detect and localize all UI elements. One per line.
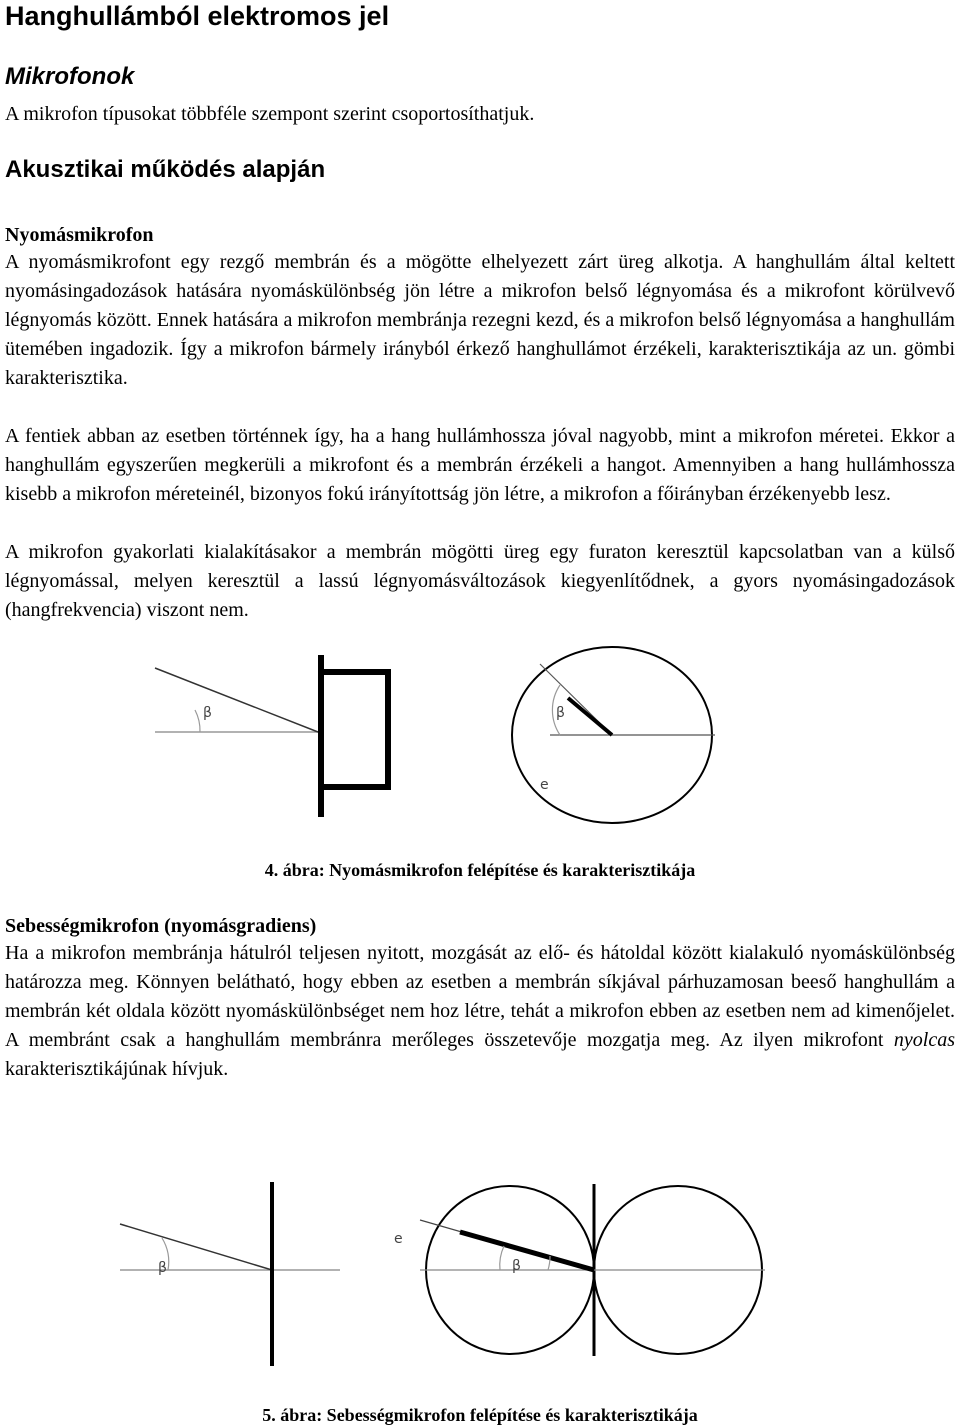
subsection-heading: Akusztikai működés alapján — [5, 156, 326, 183]
figure-5-beta-right: β — [512, 1258, 521, 1274]
figure-5-e-label: e — [394, 1231, 403, 1247]
pressure-capsule-drawing — [155, 655, 388, 817]
velocity-mic-italic-term: nyolcas — [893, 1029, 955, 1051]
section-heading: Mikrofonok — [5, 63, 135, 90]
velocity-mic-text-1: Ha a mikrofon membránja hátulról teljesen nyitott, mozgását az elő- és hátoldal között kialakuló nyomáskülönbség határozza meg. Könnyen belátható, hogy ebben az esetben a membrán síkjával párhuzamosan beeső hanghullám a membrán két oldala között nyomáskülönbséget nem hoz létre, tehát a mikrofon ebben az esetben nem ad kimenőjelet. A membránt csak a hanghullám membránra merőleges összetevője mozgatja meg. Az ilyen mikrofont — [5, 942, 955, 1051]
pressure-mic-heading: Nyomásmikrofon — [5, 224, 154, 246]
omni-polar-drawing — [512, 647, 715, 823]
figure-eight-polar-drawing — [420, 1184, 765, 1356]
figure-5-caption: 5. ábra: Sebességmikrofon felépítése és karakterisztikája — [262, 1405, 698, 1425]
figure-4-beta-left: β — [203, 705, 212, 721]
figure-4-beta-right: β — [556, 705, 565, 721]
page-title: Hanghullámból elektromos jel — [5, 1, 390, 31]
figure-4-diagram — [0, 640, 960, 850]
velocity-mic-text-2: karakterisztikájúnak hívjuk. — [5, 1058, 229, 1080]
figure-4-e-label: e — [540, 777, 549, 793]
pressure-mic-paragraph-3: A mikrofon gyakorlati kialakításakor a membrán mögötti üreg egy furaton keresztül kapcsolatban van a külső légnyomással, melyen keresztül a lassú légnyomásváltozások kiegyenlítődnek, a gyors nyomásingadozások (hangfrekvencia) viszont nem. — [5, 541, 955, 621]
velocity-mic-paragraph — [5, 939, 955, 1084]
figure-5-beta-left: β — [158, 1260, 167, 1276]
figure-4-caption: 4. ábra: Nyomásmikrofon felépítése és karakterisztikája — [264, 860, 696, 880]
section-intro: A mikrofon típusokat többféle szempont szerint csoportosíthatjuk. — [5, 103, 535, 125]
pressure-mic-paragraph-1: A nyomásmikrofont egy rezgő membrán és a mögötte elhelyezett zárt üreg alkotja. A hanghullám által keltett nyomásingadozások hatására nyomáskülönbség jön létre a mikrofon belső légnyomása és a mikrofont körülvevő légnyomás között. Ennek hatására a mikrofon membránja rezegni kezd, és a mikrofon belső légnyomása a hanghullám ütemében ingadozik. Így a mikrofon bármely irányból érkező hanghullámot érzékeli, karakterisztikája az un. gömbi karakterisztika. — [5, 251, 955, 389]
velocity-mic-heading: Sebességmikrofon (nyomásgradiens) — [5, 915, 317, 937]
figure-5-diagram — [0, 1180, 960, 1380]
velocity-membrane-drawing — [120, 1182, 340, 1366]
pressure-mic-paragraph-2: A fentiek abban az esetben történnek így, ha a hang hullámhossza jóval nagyobb, mint a mikrofon méretei. Ekkor a hanghullám egyszerűen megkerüli a mikrofont és a membrán érzékeli a hangot. Amennyiben a hang hullámhossza kisebb a mikrofon méreteinél, bizonyos fokú irányítottság jön létre, a mikrofon a főirányban érzékenyebb lesz. — [5, 425, 955, 505]
